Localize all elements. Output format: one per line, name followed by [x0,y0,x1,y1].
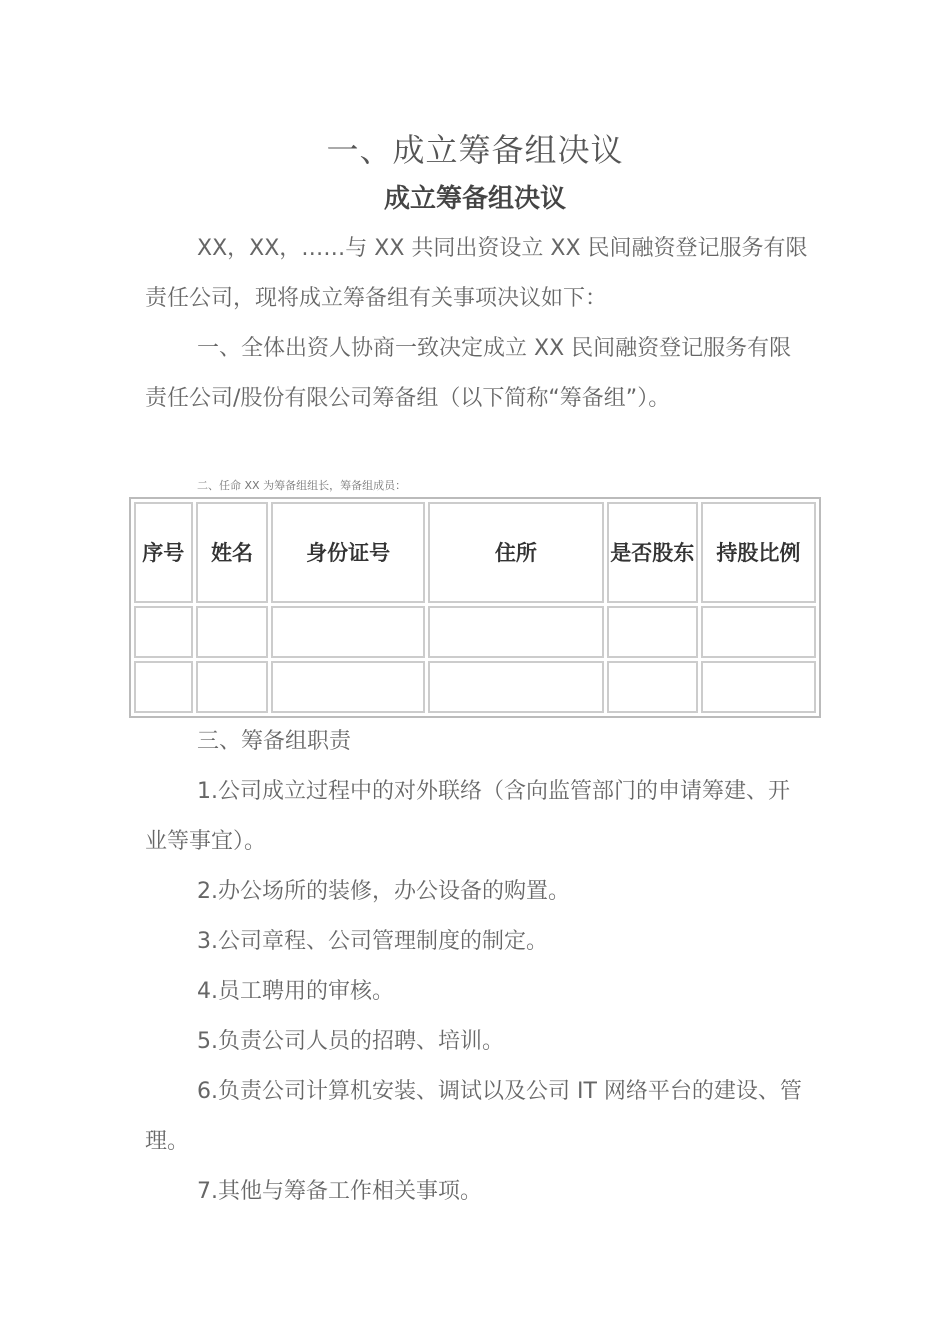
duty-item: 2.办公场所的装修，办公设备的购置。 [197,879,570,904]
intro-paragraph: XX，XX，……与 XX 共同出资设立 XX 民间融资登记服务有限责任公司，现将成立筹备组有关事项决议如下： [145,236,808,311]
intro-block [145,224,810,424]
duties-block [145,717,810,1217]
item-1-paragraph: 一、全体出资人协商一致决定成立 XX 民间融资登记服务有限责任公司/股份有限公司筹备组（以下简称“筹备组”）。 [145,336,792,411]
section-3-heading: 三、筹备组职责 [197,729,352,754]
document-subheading: 成立筹备组决议 [383,184,566,214]
table-cell[interactable] [428,661,604,713]
header-cell-id: 身份证号 [271,502,425,603]
table-cell[interactable] [134,606,193,658]
table-cell[interactable] [428,606,604,658]
header-cell-seq: 序号 [134,502,193,603]
table-cell[interactable] [134,661,193,713]
table-header-row [134,502,816,603]
document-heading: 一、成立筹备组决议 [326,131,624,169]
duty-item: 5.负责公司人员的招聘、培训。 [197,1029,504,1054]
members-table [129,497,821,718]
table-cell[interactable] [607,661,698,713]
table-row [134,661,816,713]
duty-item: 3.公司章程、公司管理制度的制定。 [197,929,548,954]
duty-item: 4.员工聘用的审核。 [197,979,394,1004]
table-cell[interactable] [271,606,425,658]
table-cell[interactable] [701,606,816,658]
duty-item: 1.公司成立过程中的对外联络（含向监管部门的申请筹建、开业等事宜）。 [145,779,790,854]
header-cell-ratio: 持股比例 [701,502,816,603]
item-2-note: 二、任命 XX 为筹备组组长，筹备组成员： [197,479,407,492]
table-cell[interactable] [196,606,269,658]
table-cell[interactable] [701,661,816,713]
header-cell-name: 姓名 [196,502,269,603]
table-cell[interactable] [196,661,269,713]
header-cell-address: 住所 [428,502,604,603]
duty-item: 7.其他与筹备工作相关事项。 [197,1179,482,1204]
duty-item: 6.负责公司计算机安装、调试以及公司 IT 网络平台的建设、管理。 [145,1079,802,1154]
table-row [134,606,816,658]
table-cell[interactable] [607,606,698,658]
table-cell[interactable] [271,661,425,713]
header-cell-shareholder: 是否股东 [607,502,698,603]
